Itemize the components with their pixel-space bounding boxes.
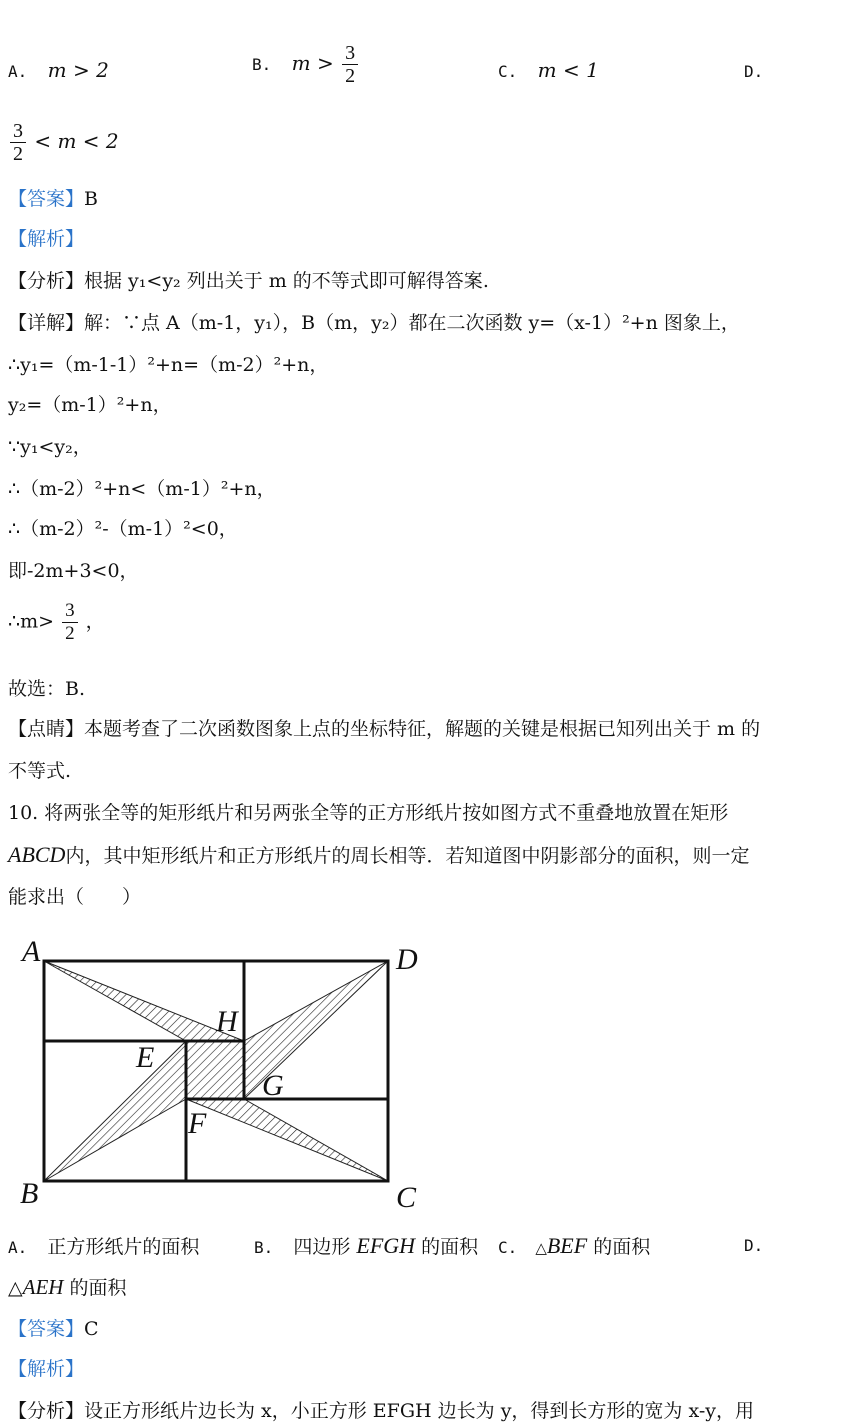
fraction: $\frac{3}{2}$ [10,120,26,165]
q9-step-5: ∴（m-2）²-（m-1）²<0， [8,518,238,540]
q10-stem-3: 能求出（ ） [8,886,142,908]
q10-analysis-tag: 【解析】 [8,1358,85,1380]
q9-step-1: ∴y₁=（m-1-1）²+n=（m-2）²+n， [8,354,329,376]
fraction: $\frac{3}{2}$ [342,42,358,87]
q10-option-b: B. 四边形 EFGH 的面积 [254,1233,479,1258]
q9-option-a [8,58,109,82]
q10-option-d-text: △AEH 的面积 [8,1275,127,1299]
shaded-triangle-bef [44,1041,186,1181]
q9-fenxi: 【分析】根据 y₁<y₂ 列出关于 m 的不等式即可解得答案. [8,270,489,292]
q9-comment-2: 不等式. [8,760,72,782]
label-g: G [262,1069,284,1102]
q9-final: ∴m> $\frac{3}{2}$ ， [8,600,105,644]
q9-answer: 【答案】B [8,188,98,210]
q9-step-4: ∴（m-2）²+n<（m-1）²+n， [8,478,276,500]
option-letter: A. [8,62,28,81]
q10-option-c: C. △BEF 的面积 [498,1233,651,1258]
q9-step-2: y₂=（m-1）²+n， [8,394,172,416]
label-a: A [22,935,41,968]
q9-step-6: 即-2m+3<0， [8,560,139,582]
q9-option-d-expr: $\frac{3}{2}$ < m < 2 [8,120,119,165]
label-f: F [188,1107,207,1140]
q10-stem-1: 10. 将两张全等的矩形纸片和另两张全等的正方形纸片按如图方式不重叠地放置在矩形 [8,802,729,824]
option-expr: m > 2 [47,58,109,82]
q10-answer: 【答案】C [8,1318,99,1340]
q9-option-d-letter: D. [744,62,764,81]
q9-analysis-tag: 【解析】 [8,228,85,250]
rectangle-figure [0,925,450,1220]
q10-option-d-letter: D. [744,1236,764,1255]
option-letter: C. [498,62,518,81]
label-e: E [136,1041,155,1074]
option-expr: m > [291,51,334,75]
q9-step-3: ∵y₁<y₂， [8,436,92,458]
label-b: B [20,1177,39,1210]
q9-detail: 【详解】解：∵点 A（m-1，y₁），B（m，y₂）都在二次函数 y=（x-1）²+n 图象上， [8,312,740,334]
shaded-square-efgh [186,1041,244,1099]
shaded-triangle-cfg [186,1099,388,1181]
option-letter: B. [252,55,272,74]
q10-stem-2: ABCD内，其中矩形纸片和正方形纸片的周长相等．若知道图中阴影部分的面积，则一定 [8,842,750,867]
label-d: D [396,943,418,976]
q9-option-b [252,42,360,87]
q10-option-a: A. 正方形纸片的面积 [8,1236,200,1258]
q9-option-c [498,58,599,82]
label-h: H [216,1005,238,1038]
fraction: $\frac{3}{2}$ [62,600,78,645]
option-expr: m < 1 [537,58,599,82]
q9-comment-1: 【点睛】本题考查了二次函数图象上点的坐标特征，解题的关键是根据已知列出关于 m 的 [8,718,761,740]
label-c: C [396,1181,417,1214]
shaded-triangle-aeh [44,961,244,1041]
q10-fenxi: 【分析】设正方形纸片边长为 x，小正方形 EFGH 边长为 y，得到长方形的宽为 x-y，用 [8,1400,754,1422]
q9-choose: 故选：B. [8,678,86,700]
